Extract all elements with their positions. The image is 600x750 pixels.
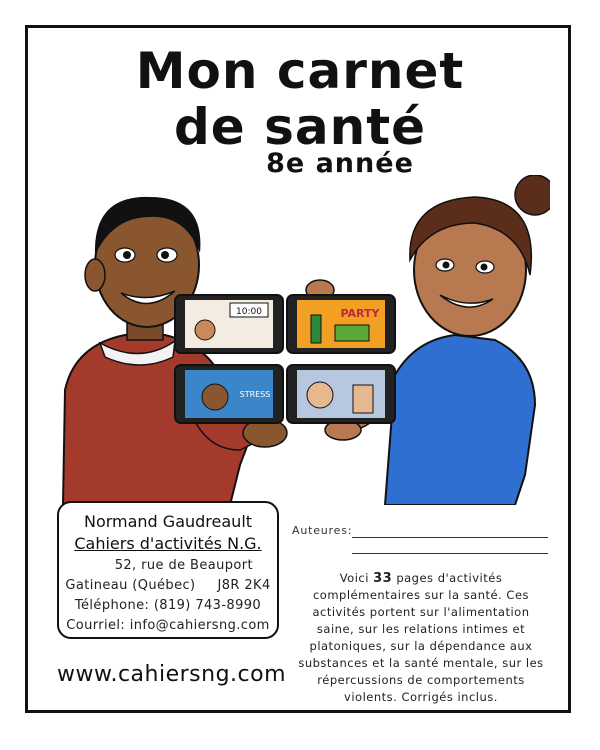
- contact-postal: J8R 2K4: [217, 578, 271, 593]
- cover-illustration: [55, 175, 550, 505]
- description-text: [295, 570, 547, 706]
- cover-title-line1: Mon carnet: [135, 42, 465, 100]
- website-link[interactable]: www.cahiersng.com: [57, 662, 287, 687]
- clock-text: 10:00: [236, 307, 262, 317]
- contact-email[interactable]: Courriel: info@cahiersng.com: [66, 618, 270, 633]
- party-text: PARTY: [340, 307, 380, 320]
- stress-text: STRESS: [239, 390, 271, 399]
- contact-phone: Téléphone: (819) 743-8990: [74, 598, 262, 613]
- contact-name: Normand Gaudreault: [83, 512, 253, 531]
- description-before: Voici: [339, 571, 369, 585]
- grade-label: 8e année: [266, 148, 414, 179]
- phone-party: [287, 295, 395, 353]
- contact-box: [57, 501, 279, 639]
- phone-stress: [175, 365, 283, 423]
- phone-clock: [175, 295, 283, 353]
- description-after: pages d'activités complémentaires sur la santé. Ces activités portent sur l'alimentation saine, sur les relations intimes et platoniques, sur la dépendance aux substances et la santé mentale, sur les répercussions de comportements violents. Corrigés inclus.: [298, 571, 544, 704]
- authors-line-1: [352, 537, 548, 538]
- contact-city: Gatineau (Québec): [65, 578, 196, 593]
- page-count: 33: [373, 571, 393, 586]
- contact-city-line: [59, 578, 277, 593]
- authors-label: Auteures:: [292, 524, 353, 537]
- contact-street: 52, rue de Beauport: [114, 558, 253, 573]
- contact-company: Cahiers d'activités N.G.: [74, 534, 262, 553]
- phone-hurt: [287, 365, 395, 423]
- authors-line-2: [352, 553, 548, 554]
- cover-title-line2: de santé: [173, 98, 427, 156]
